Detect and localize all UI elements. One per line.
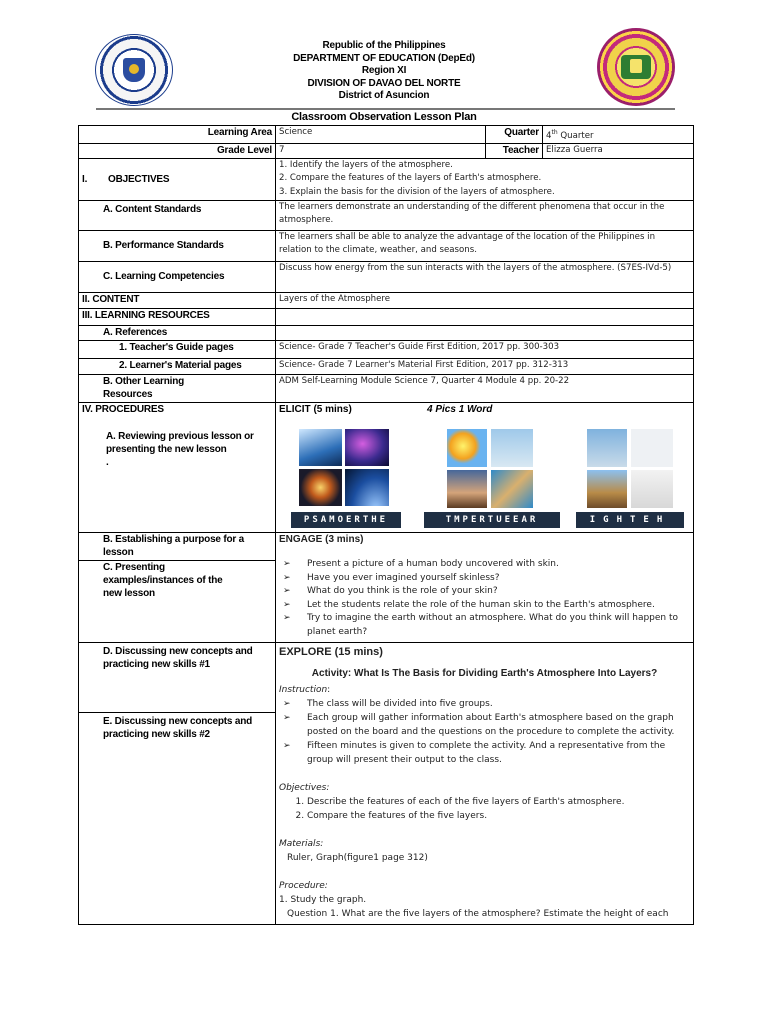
aurora-picture — [345, 429, 389, 466]
engage-item: ➢ Present a picture of a human body uncovered with skin. — [279, 558, 690, 572]
word-clue-1: PSAMOERTHE — [291, 512, 401, 528]
activity-objective-item: 2. Compare the features of the five layers. — [307, 809, 690, 823]
teachers-guide-text: Science- Grade 7 Teacher's Guide First Edition, 2017 pp. 300-303 — [276, 340, 694, 358]
objective-item: 3. Explain the basis for the division of the layers of atmosphere. — [279, 186, 555, 197]
materials-text: Ruler, Graph(figure1 page 312) — [287, 852, 428, 863]
procedures-label: IV. PROCEDURES — [82, 403, 164, 415]
quarter-value: 4th Quarter — [543, 126, 694, 144]
engage-item: ➢ Let the students relate the role of the human skin to the Earth's atmosphere. — [279, 599, 690, 613]
header-line: DIVISION OF DAVAO DEL NORTE — [307, 77, 461, 89]
learning-area-value: Science — [276, 126, 486, 144]
teachers-guide-label: 1. Teacher's Guide pages — [79, 340, 276, 358]
procedures-cell — [79, 402, 276, 532]
sun-picture — [447, 429, 487, 467]
engage-item: ➢ Try to imagine the earth without an atmosphere. What do you think will happen to planet earth? — [279, 612, 690, 639]
performance-standards-label: B. Performance Standards — [79, 230, 276, 261]
content-label: II. CONTENT — [79, 292, 276, 308]
references-label: A. References — [79, 325, 276, 340]
learners-material-label: 2. Learner's Material pages — [79, 358, 276, 374]
objective-item: 1. Identify the layers of the atmosphere. — [279, 159, 453, 170]
giraffe-picture — [587, 470, 627, 508]
reviewing-dot: . — [106, 456, 109, 468]
procedure-heading: Procedure: — [279, 880, 328, 891]
references-empty — [276, 325, 694, 340]
engage-item: ➢ Have you ever imagined yourself skinless? — [279, 572, 690, 586]
instruction-item: ➢ Fifteen minutes is given to complete the activity. And a representative from the group will present their output to the class. — [279, 739, 690, 767]
activity-objectives-list — [279, 795, 690, 823]
meteor-picture — [299, 469, 342, 506]
learning-area-label: Learning Area — [79, 126, 276, 144]
explore-title: EXPLORE (15 mins) — [279, 645, 383, 658]
header-line: Region XI — [361, 65, 407, 76]
activity-objective-item: 1. Describe the features of each of the five layers of Earth's atmosphere. — [307, 795, 690, 809]
procedure-step: 1. Study the graph. — [279, 894, 367, 905]
other-resources-text: ADM Self-Learning Module Science 7, Quarter 4 Module 4 pp. 20-22 — [276, 374, 694, 402]
instruction-heading: Instruction: — [279, 684, 331, 695]
lesson-plan-table — [78, 125, 694, 925]
engage-title: ENGAGE (3 mins) — [279, 533, 364, 545]
tower-picture — [587, 429, 627, 467]
sunset-picture — [447, 470, 487, 508]
quarter-label: Quarter — [486, 126, 543, 144]
teacher-label: Teacher — [486, 144, 543, 159]
activity-title: Activity: What Is The Basis for Dividing Earth's Atmosphere Into Layers? — [311, 667, 658, 679]
engage-item: ➢ What do you think is the role of your skin? — [279, 585, 690, 599]
elicit-cell — [276, 402, 694, 532]
discussing-concepts-2-label: E. Discussing new concepts and practicing new skills #2 — [79, 712, 276, 924]
procedure-question: Question 1. What are the five layers of the atmosphere? Estimate the height of each — [287, 908, 669, 919]
header-line: Republic of the Philippines — [322, 40, 446, 51]
tornado-picture — [299, 429, 342, 466]
instruction-item: ➢ Each group will gather information about Earth's atmosphere based on the graph posted on the board and the questions on the procedure to complete the activity. — [279, 711, 690, 739]
instruction-list — [279, 697, 690, 767]
content-text: Layers of the Atmosphere — [276, 292, 694, 308]
letterhead — [0, 40, 768, 103]
earth-picture — [345, 469, 389, 506]
four-pics-grid — [279, 417, 690, 523]
learning-competencies-text: Discuss how energy from the sun interacts with the layers of the atmosphere. (S7ES-IVd-5) — [276, 261, 694, 292]
teacher-value: Elizza Guerra — [543, 144, 694, 159]
grade-level-value: 7 — [276, 144, 486, 159]
objectives-heading: Objectives: — [279, 782, 330, 793]
discussing-concepts-1-label: D. Discussing new concepts and practicing new skills #1 — [79, 642, 276, 712]
header-line: District of Asuncion — [338, 90, 430, 101]
objectives-label: I. OBJECTIVES — [79, 158, 276, 200]
map-picture — [491, 470, 533, 508]
learners-material-text: Science- Grade 7 Learner's Material First Edition, 2017 pp. 312-313 — [276, 358, 694, 374]
airplane-picture — [491, 429, 533, 467]
elicit-game-title: 4 Pics 1 Word — [427, 403, 493, 415]
content-standards-label: A. Content Standards — [79, 200, 276, 230]
objectives-list — [276, 158, 694, 200]
elicit-title: ELICIT (5 mins) — [279, 403, 352, 415]
reviewing-lesson-label: A. Reviewing previous lesson or presenting the new lesson — [106, 430, 254, 455]
engage-list — [279, 558, 690, 639]
engage-cell — [276, 532, 694, 642]
word-clue-3: IGHTEH — [576, 512, 684, 528]
document-title: Classroom Observation Lesson Plan — [291, 111, 477, 123]
establishing-purpose-label: B. Establishing a purpose for a lesson — [79, 532, 276, 560]
header-line: DEPARTMENT OF EDUCATION (DepEd) — [293, 52, 475, 64]
header-divider — [96, 108, 675, 110]
presenting-examples-label: C. Presenting examples/instances of the new lesson — [79, 560, 276, 642]
materials-heading: Materials: — [279, 838, 324, 849]
grade-level-label: Grade Level — [79, 144, 276, 159]
performance-standards-text: The learners shall be able to analyze the advantage of the location of the Philippines in relation to the climate, weather, and seasons. — [276, 230, 694, 261]
learning-resources-label: III. LEARNING RESOURCES — [79, 308, 276, 325]
word-clue-2: TMPERTUEEAR — [424, 512, 560, 528]
instruction-item: ➢ The class will be divided into five groups. — [279, 697, 690, 711]
learning-resources-empty — [276, 308, 694, 325]
objective-item: 2. Compare the features of the layers of Earth's atmosphere. — [279, 173, 542, 184]
height-chart-picture — [631, 470, 673, 508]
explore-cell — [276, 642, 694, 924]
other-resources-label: B. Other Learning Resources — [79, 374, 276, 402]
learning-competencies-label: C. Learning Competencies — [79, 261, 276, 292]
person-picture — [631, 429, 673, 467]
content-standards-text: The learners demonstrate an understanding of the different phenomena that occur in the atmosphere. — [276, 200, 694, 230]
